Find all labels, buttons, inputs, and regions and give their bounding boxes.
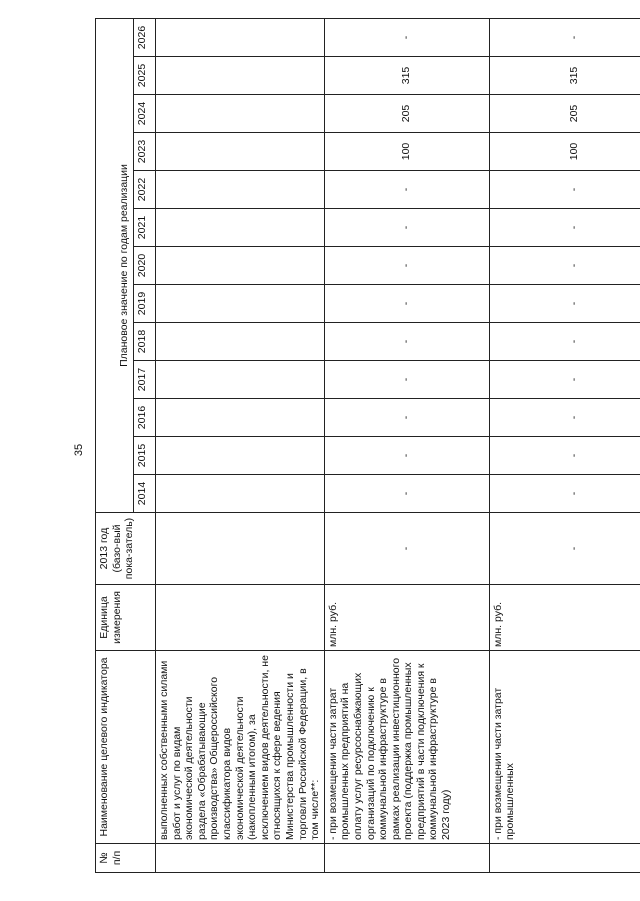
header-year: 2014 — [134, 475, 156, 513]
year-value-cell: - — [489, 475, 640, 513]
year-value-cell — [156, 95, 325, 133]
table-row — [156, 19, 325, 873]
year-value-cell: - — [324, 247, 489, 285]
year-value-cell — [156, 19, 325, 57]
header-planned: Плановое значение по годам реализации — [96, 19, 134, 513]
indicator-name-cell: выполненных собственными силами работ и услуг по видам экономической деятельности раздела «Обрабатывающие производства» Общероссийского классификатора видов экономической деятельности (накопленным итогом), за исключением видов деятельности, не относящихся к сфере ведения Министерства промышленности и торговли Российской Федерации, в том числе**: — [156, 651, 325, 844]
year-value-cell: - — [324, 323, 489, 361]
year-value-cell — [156, 171, 325, 209]
year-value-cell: - — [489, 247, 640, 285]
header-year: 2019 — [134, 285, 156, 323]
year-value-cell — [156, 323, 325, 361]
year-value-cell: - — [489, 209, 640, 247]
year-value-cell: 100 — [489, 133, 640, 171]
year-value-cell: 205 — [324, 95, 489, 133]
header-year: 2017 — [134, 361, 156, 399]
year-value-cell: 315 — [489, 57, 640, 95]
year-value-cell — [156, 133, 325, 171]
year-value-cell: - — [324, 209, 489, 247]
header-base-year: 2013 год (базо-вый пока-затель) — [96, 513, 156, 585]
year-value-cell: - — [489, 437, 640, 475]
row-num-cell — [156, 844, 325, 873]
year-value-cell — [156, 361, 325, 399]
indicator-name-cell: - при возмещении части затрат промышленных — [489, 651, 640, 844]
year-value-cell: 315 — [324, 57, 489, 95]
year-value-cell — [156, 209, 325, 247]
year-value-cell: - — [324, 361, 489, 399]
header-year: 2025 — [134, 57, 156, 95]
header-year: 2016 — [134, 399, 156, 437]
header-year: 2022 — [134, 171, 156, 209]
header-year: 2020 — [134, 247, 156, 285]
header-unit: Единица измерения — [96, 585, 156, 651]
year-value-cell: - — [324, 171, 489, 209]
rotated-table-container — [95, 25, 600, 873]
year-value-cell: - — [489, 399, 640, 437]
year-value-cell — [156, 285, 325, 323]
header-year: 2026 — [134, 19, 156, 57]
year-value-cell — [156, 475, 325, 513]
indicator-name-cell: - при возмещении части затрат промышленных предприятий на оплату услуг ресурсоснабжающих организаций по подключению к коммунальной инфраструктуре в рамках реализации инвестиционного проекта (поддержка промышленных предприятий в части подключения к коммунальной инфраструктуре в 2023 году) — [324, 651, 489, 844]
unit-cell: млн. руб. — [324, 585, 489, 651]
table-row — [489, 19, 640, 873]
year-value-cell: - — [324, 475, 489, 513]
header-indicator: Наименование целевого индикатора — [96, 651, 156, 844]
row-num-cell — [324, 844, 489, 873]
year-value-cell: - — [489, 171, 640, 209]
year-value-cell: - — [324, 399, 489, 437]
base-value-cell: - — [489, 513, 640, 585]
year-value-cell — [156, 57, 325, 95]
unit-cell — [156, 585, 325, 651]
year-value-cell: - — [489, 285, 640, 323]
year-value-cell: 100 — [324, 133, 489, 171]
year-value-cell — [156, 247, 325, 285]
base-value-cell: - — [324, 513, 489, 585]
page-number: 35 — [73, 443, 86, 457]
table-row — [324, 19, 489, 873]
year-value-cell: - — [324, 437, 489, 475]
year-value-cell: - — [489, 361, 640, 399]
year-value-cell: - — [489, 19, 640, 57]
year-value-cell — [156, 437, 325, 475]
year-value-cell: - — [324, 19, 489, 57]
header-year: 2021 — [134, 209, 156, 247]
year-value-cell — [156, 399, 325, 437]
header-year: 2023 — [134, 133, 156, 171]
year-value-cell: - — [324, 285, 489, 323]
header-num: № п/п — [96, 844, 156, 873]
unit-cell: млн. руб. — [489, 585, 640, 651]
year-value-cell: 205 — [489, 95, 640, 133]
year-value-cell: - — [489, 323, 640, 361]
row-num-cell — [489, 844, 640, 873]
header-year: 2015 — [134, 437, 156, 475]
target-indicators-table — [95, 18, 640, 873]
header-year: 2018 — [134, 323, 156, 361]
header-year: 2024 — [134, 95, 156, 133]
base-value-cell — [156, 513, 325, 585]
